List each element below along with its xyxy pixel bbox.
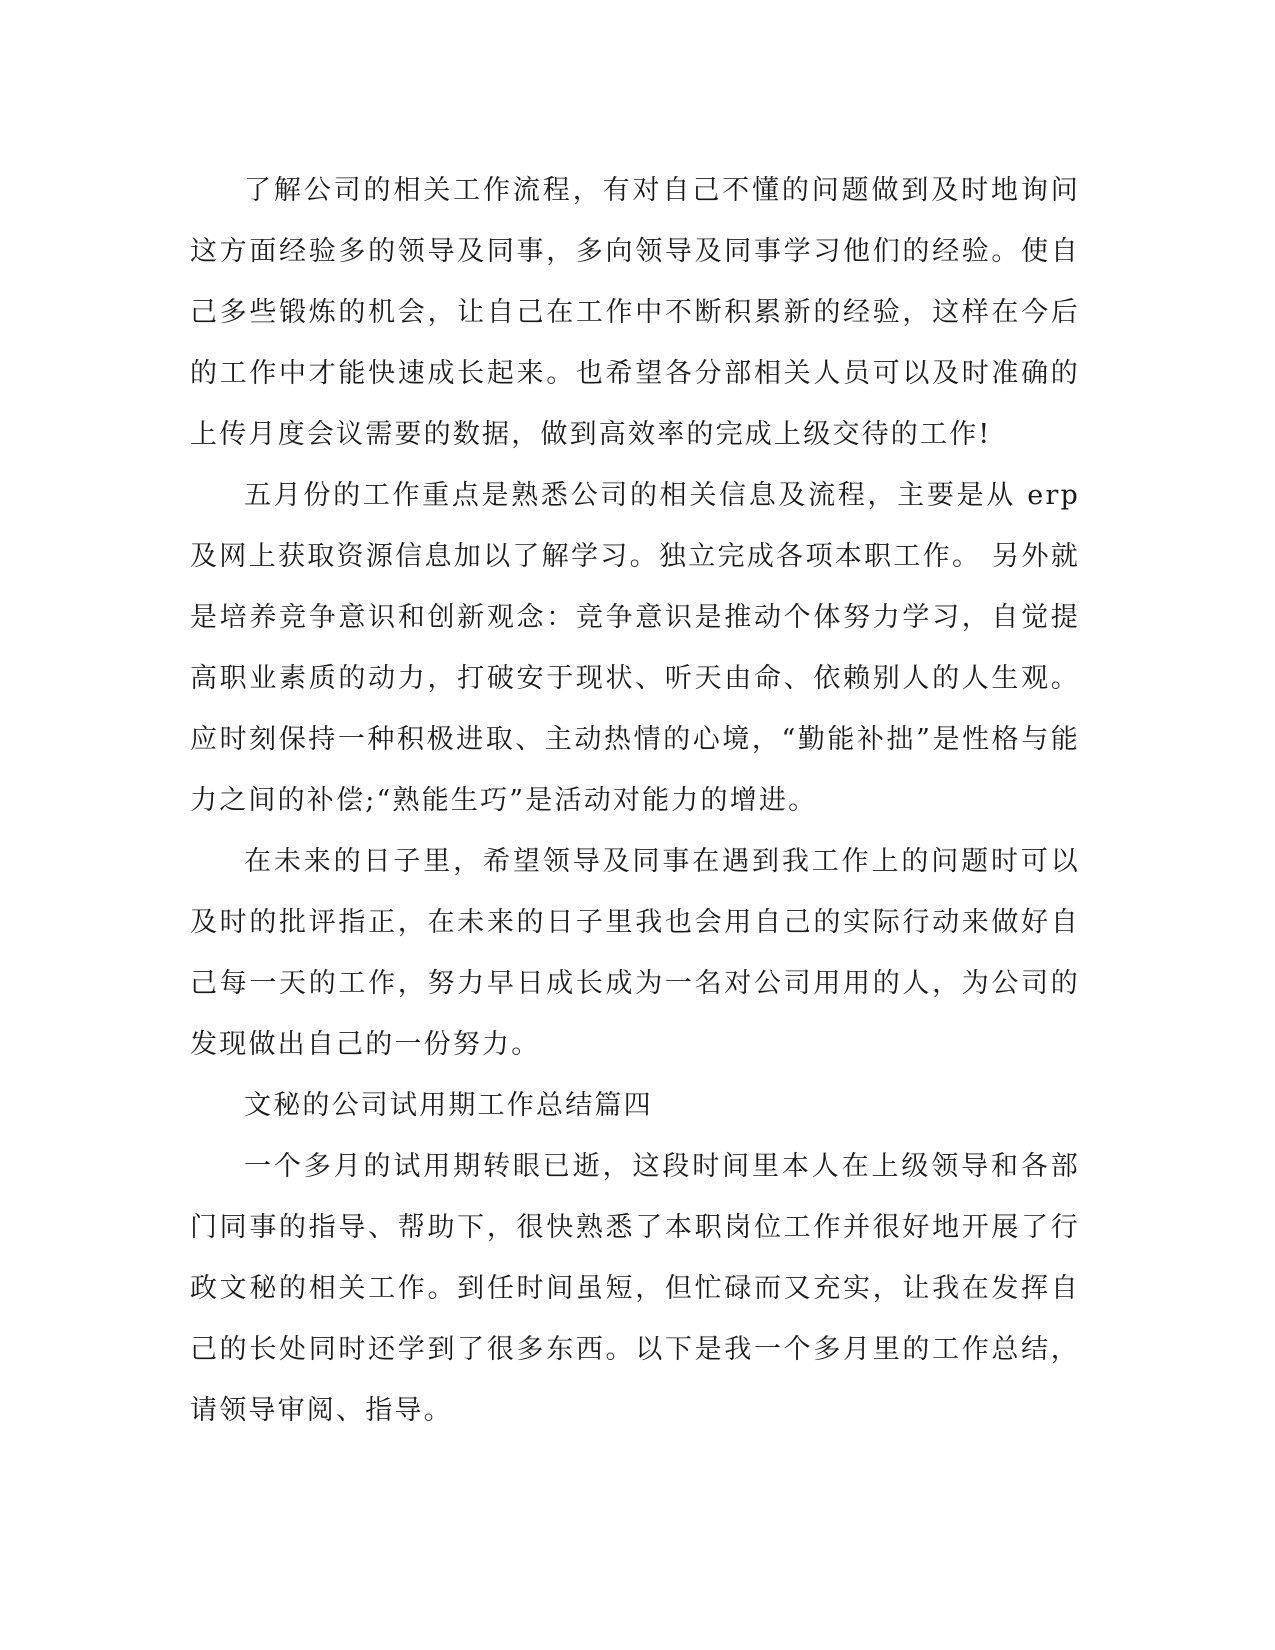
document-body [190,160,1080,1441]
section-heading: 文秘的公司试用期工作总结篇四 [244,1090,653,1121]
paragraph-probation-summary: 一个多月的试用期转眼已逝，这段时间里本人在上级领导和各部门同事的指导、帮助下，很快熟悉了本职岗位工作并很好地开展了行政文秘的相关工作。到任时间虽短，但忙碌而又充实，让我在发挥自己的长处同时还学到了很多东西。以下是我一个多月里的工作总结，请领导审阅、指导。 [190,1151,1080,1426]
paragraph-future-days: 在未来的日子里，希望领导及同事在遇到我工作上的问题时可以及时的批评指正，在未来的日子里我也会用自己的实际行动来做好自己每一天的工作，努力早日成长成为一名对公司用用的人，为公司的发现做出自己的一份努力。 [190,846,1080,1060]
paragraph-work-process: 了解公司的相关工作流程，有对自己不懂的问题做到及时地询问这方面经验多的领导及同事，多向领导及同事学习他们的经验。使自己多些锻炼的机会，让自己在工作中不断积累新的经验，这样在今后的工作中才能快速成长起来。也希望各分部相关人员可以及时准确的上传月度会议需要的数据，做到高效率的完成上级交待的工作! [190,175,1080,450]
paragraph-may-focus: 五月份的工作重点是熟悉公司的相关信息及流程，主要是从 erp及网上获取资源信息加以了解学习。独立完成各项本职工作。 另外就是培养竞争意识和创新观念：竞争意识是推动个体努力学习，自觉提高职业素质的动力，打破安于现状、听天由命、依赖别人的人生观。应时刻保持一种积极进取、主动热情的心境，“勤能补拙”是性格与能力之间的补偿;“熟能生巧”是活动对能力的增进。 [190,480,1080,816]
